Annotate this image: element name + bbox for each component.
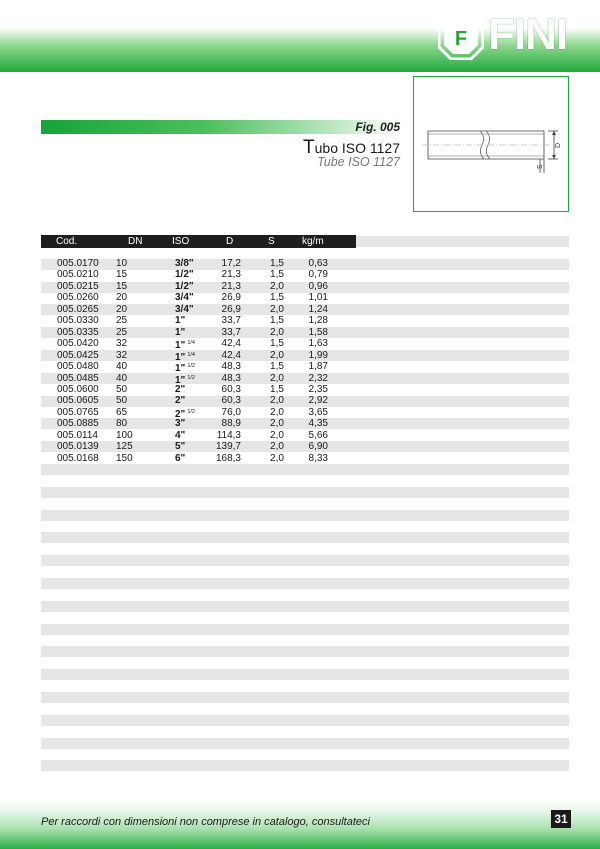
cell-code: 005.0265 — [57, 303, 99, 315]
cell-s: 2,0 — [270, 429, 284, 441]
tube-drawing-svg — [414, 77, 570, 213]
cell-dn: 40 — [116, 372, 128, 384]
cell-code: 005.0215 — [57, 280, 99, 292]
cell-code: 005.0114 — [57, 429, 98, 441]
table-row — [0, 269, 600, 280]
cell-kg: 4,35 — [308, 418, 328, 430]
cell-iso: 1/2" — [175, 280, 194, 292]
table-row — [0, 453, 600, 464]
table-row — [0, 292, 600, 303]
cell-s: 1,5 — [270, 258, 284, 269]
footer-note: Per raccordi con dimensioni non comprese in catalogo, consultateci — [41, 816, 370, 828]
cell-iso: 6" — [175, 452, 186, 464]
cell-code: 005.0335 — [57, 326, 99, 338]
cell-kg: 0,79 — [308, 269, 328, 281]
stripe — [41, 669, 569, 680]
cell-iso: 1" — [175, 326, 186, 338]
table-row — [0, 407, 600, 418]
table-row — [0, 304, 600, 315]
cell-dn: 32 — [116, 349, 128, 361]
cell-kg: 2,35 — [308, 383, 328, 395]
cell-kg: 3,65 — [308, 406, 328, 418]
title-english: Tube ISO 1127 — [317, 155, 400, 169]
cell-kg: 1,87 — [308, 361, 328, 373]
cell-d: 26,9 — [221, 303, 241, 315]
table-row — [0, 384, 600, 395]
cell-kg: 0,63 — [308, 258, 328, 269]
title-italian-rest: ubo ISO 1127 — [314, 140, 400, 156]
cell-iso: 4" — [175, 429, 186, 441]
table-row — [0, 418, 600, 429]
header-kg: kg/m — [302, 236, 324, 247]
cell-d: 42,4 — [221, 349, 241, 361]
table-row — [0, 281, 600, 292]
header-dn: DN — [128, 236, 143, 247]
cell-d: 26,9 — [221, 292, 241, 304]
cell-iso: 3" — [175, 418, 186, 430]
cell-d: 21,3 — [221, 280, 241, 292]
stripe — [41, 692, 569, 703]
table-row — [0, 350, 600, 361]
cell-d: 42,4 — [221, 338, 241, 350]
cell-kg: 1,63 — [308, 338, 328, 350]
cell-d: 33,7 — [221, 326, 241, 338]
cell-dn: 25 — [116, 315, 128, 327]
stripe — [41, 601, 569, 612]
cell-d: 168,3 — [215, 452, 241, 464]
cell-iso: 5" — [175, 441, 186, 453]
cell-iso: 1/2" — [175, 269, 194, 281]
cell-s: 2,0 — [270, 418, 284, 430]
cell-code: 005.0485 — [57, 372, 99, 384]
cell-kg: 8,33 — [308, 452, 328, 464]
cell-code: 005.0425 — [57, 349, 99, 361]
brand-mark-icon — [438, 14, 484, 60]
cell-iso: 3/4" — [175, 292, 194, 304]
cell-dn: 25 — [116, 326, 128, 338]
cell-code: 005.0168 — [57, 452, 99, 464]
cell-dn: 125 — [116, 441, 133, 453]
cell-dn: 65 — [116, 406, 128, 418]
table-row — [0, 395, 600, 406]
cell-dn: 50 — [116, 383, 128, 395]
cell-code: 005.0765 — [57, 406, 99, 418]
cell-dn: 20 — [116, 292, 128, 304]
stripe — [41, 555, 569, 566]
brand-name: FINI — [488, 10, 568, 59]
cell-dn: 80 — [116, 418, 128, 430]
cell-dn: 50 — [116, 395, 128, 407]
page-number: 31 — [551, 810, 571, 828]
cell-d: 33,7 — [221, 315, 241, 327]
table-row — [0, 338, 600, 352]
cell-iso-fraction: 1/2 — [187, 363, 195, 370]
cell-kg: 1,24 — [308, 303, 328, 315]
cell-iso: 1" $^{1/4}$ — [175, 340, 195, 352]
thickness-label: S — [537, 164, 544, 169]
cell-kg: 6,90 — [308, 441, 328, 453]
cell-code: 005.0885 — [57, 418, 99, 430]
cell-s: 1,5 — [270, 338, 284, 350]
cell-s: 1,5 — [270, 315, 284, 327]
header-iso: ISO — [172, 236, 190, 247]
cell-iso: 1" $^{1/4}$ — [175, 351, 195, 363]
diameter-label: D — [555, 142, 562, 148]
cell-d: 76,0 — [221, 406, 241, 418]
cell-iso-fraction: 1/2 — [187, 374, 195, 381]
table-row — [0, 361, 600, 375]
cell-s: 2,0 — [270, 452, 284, 464]
cell-dn: 40 — [116, 361, 128, 373]
brand-logo — [438, 10, 570, 66]
cell-s: 1,5 — [270, 292, 284, 304]
cell-iso: 1" $^{1/2}$ — [175, 363, 195, 375]
cell-d: 48,3 — [221, 372, 241, 384]
cell-kg: 1,28 — [308, 315, 328, 327]
cell-dn: 150 — [116, 452, 133, 464]
stripe — [41, 578, 569, 589]
stripe — [41, 464, 569, 475]
table-row — [0, 258, 600, 269]
stripe — [41, 738, 569, 749]
title-italian-initial: T — [303, 137, 315, 158]
cell-s: 2,0 — [270, 280, 284, 292]
cell-s: 2,0 — [270, 406, 284, 418]
header-cod: Cod. — [56, 236, 78, 247]
cell-iso-fraction: 1/2 — [187, 408, 195, 415]
cell-kg: 0,96 — [308, 280, 328, 292]
cell-code: 005.0605 — [57, 395, 99, 407]
cell-s: 2,0 — [270, 349, 284, 361]
cell-s: 2,0 — [270, 441, 284, 453]
cell-d: 48,3 — [221, 361, 241, 373]
cell-d: 60,3 — [221, 383, 241, 395]
cell-s: 1,5 — [270, 361, 284, 373]
cell-iso: 2" — [175, 383, 186, 395]
stripe — [41, 487, 569, 498]
cell-d: 60,3 — [221, 395, 241, 407]
cell-kg: 1,58 — [308, 326, 328, 338]
figure-label: Fig. 005 — [355, 120, 400, 134]
stripe — [41, 624, 569, 635]
header-d: D — [226, 236, 234, 247]
cell-d: 17,2 — [221, 258, 241, 269]
cell-d: 114,3 — [216, 429, 241, 441]
cell-iso: 1" $^{1/2}$ — [175, 374, 195, 386]
table-row — [0, 315, 600, 326]
cell-iso: 3/8" — [175, 258, 194, 269]
cell-code: 005.0260 — [57, 292, 99, 304]
cell-kg: 1,99 — [308, 349, 328, 361]
cell-d: 21,3 — [221, 269, 241, 281]
cell-code: 005.0330 — [57, 315, 99, 327]
cell-iso-fraction: 1/4 — [187, 351, 195, 358]
cell-code: 005.0420 — [57, 338, 99, 350]
header-s: S — [268, 236, 275, 247]
cell-kg: 2,32 — [308, 372, 328, 384]
cell-s: 2,0 — [270, 326, 284, 338]
stripe — [41, 760, 569, 771]
cell-iso-fraction: 1/4 — [187, 340, 195, 347]
cell-s: 2,0 — [270, 395, 284, 407]
cell-iso: 3/4" — [175, 303, 194, 315]
cell-iso: 2" $^{1/2}$ — [175, 408, 195, 420]
cell-s: 1,5 — [270, 269, 284, 281]
cell-kg: 5,66 — [308, 429, 328, 441]
cell-kg: 2,92 — [308, 395, 328, 407]
cell-s: 1,5 — [270, 383, 284, 395]
cell-dn: 15 — [116, 280, 128, 292]
cell-iso: 2" — [175, 395, 186, 407]
cell-d: 139,7 — [215, 441, 241, 453]
cell-code: 005.0480 — [57, 361, 99, 373]
table-row — [0, 430, 600, 441]
table-row — [0, 441, 600, 452]
cell-code: 005.0139 — [57, 441, 99, 453]
table-row — [0, 327, 600, 338]
stripe — [41, 532, 569, 543]
table-row — [0, 373, 600, 384]
tube-drawing — [413, 76, 569, 212]
brand-mark-letter: F — [454, 28, 468, 50]
cell-code: 005.0210 — [57, 269, 99, 281]
cell-code: 005.0600 — [57, 383, 99, 395]
cell-dn: 15 — [116, 269, 128, 281]
stripe — [41, 715, 569, 726]
stripe — [41, 510, 569, 521]
cell-dn: 10 — [116, 258, 128, 269]
cell-d: 88,9 — [221, 418, 241, 430]
cell-s: 2,0 — [270, 372, 284, 384]
cell-s: 2,0 — [270, 303, 284, 315]
stripe — [41, 646, 569, 657]
figure-bar — [41, 120, 403, 134]
cell-code: 005.0170 — [57, 258, 99, 269]
cell-iso: 1" — [175, 315, 186, 327]
cell-kg: 1,01 — [308, 292, 328, 304]
cell-dn: 32 — [116, 338, 128, 350]
cell-dn: 100 — [116, 429, 133, 441]
cell-dn: 20 — [116, 303, 128, 315]
